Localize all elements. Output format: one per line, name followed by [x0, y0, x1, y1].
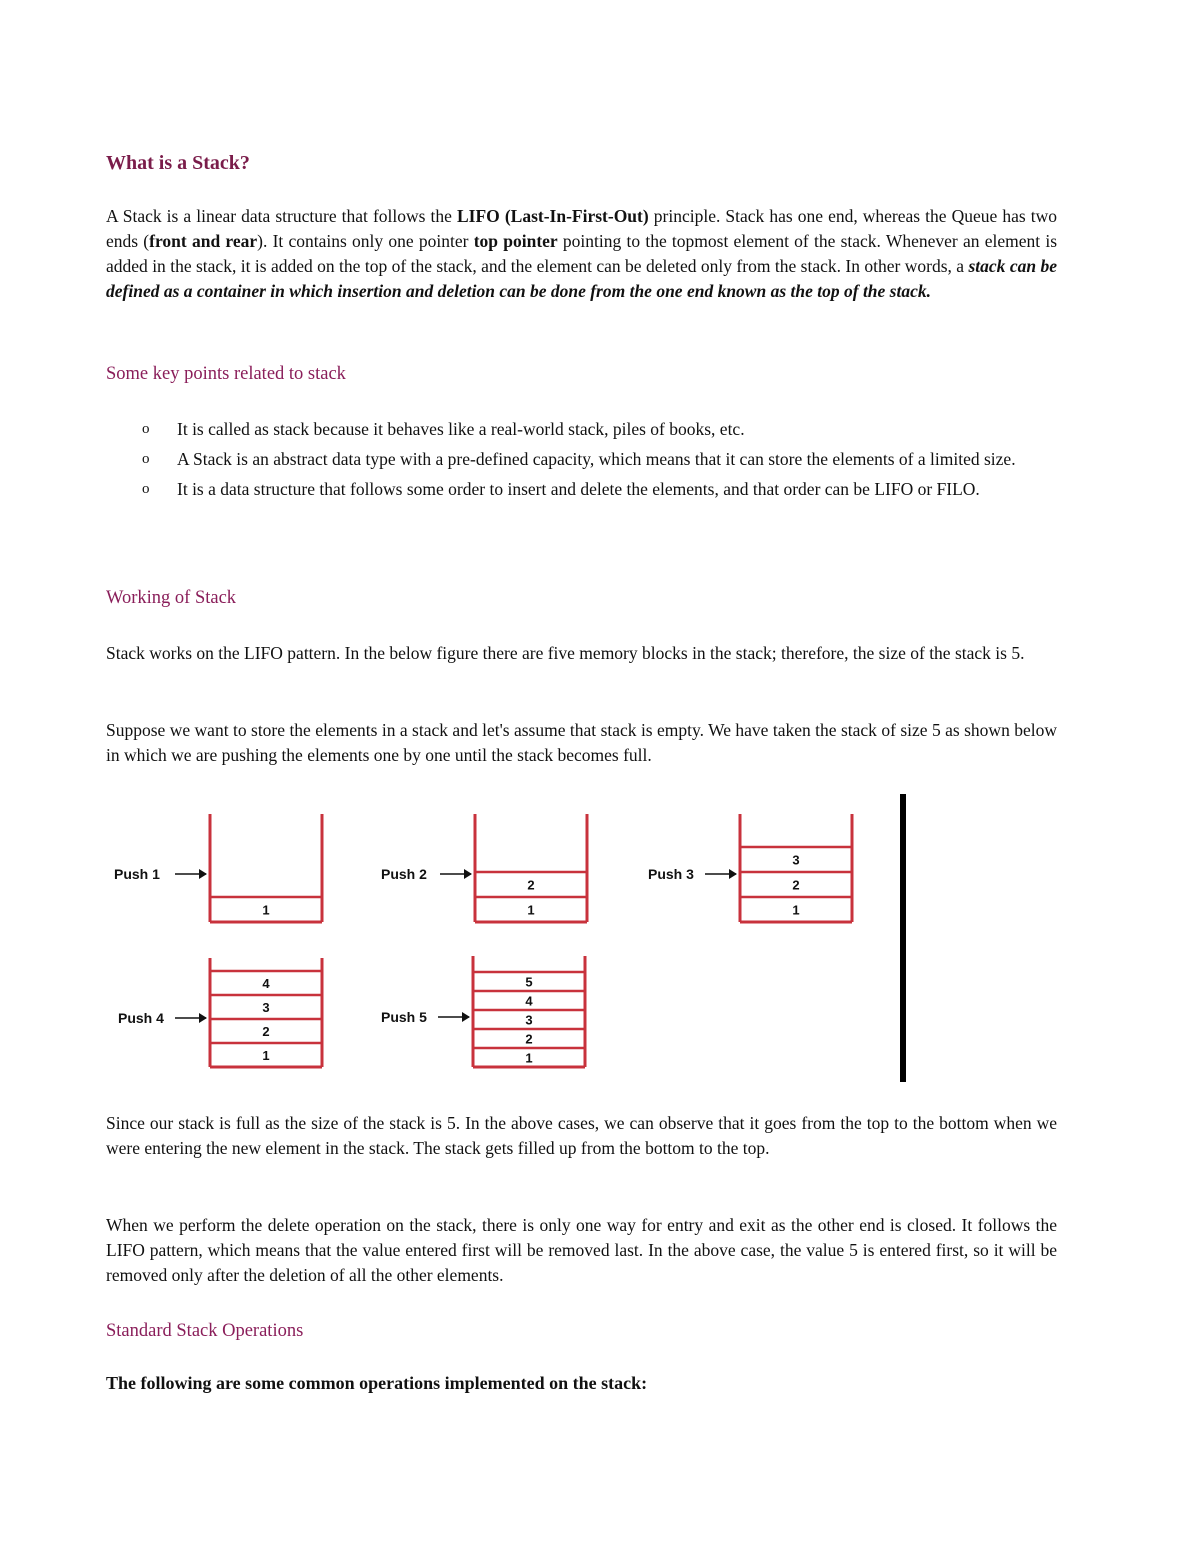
stack-cell-value: 1: [792, 902, 800, 918]
bullet-icon: o: [142, 451, 150, 467]
stack-cell-value: 2: [525, 1031, 533, 1047]
push-arrow-head-icon: [729, 869, 737, 879]
stack-cell-value: 1: [262, 1048, 270, 1063]
intro-text-1: A Stack is a linear data structure that follows the: [106, 206, 457, 226]
stack-cell-value: 3: [525, 1012, 533, 1028]
stack-push-figure: [100, 790, 920, 1090]
push-label: Push 2: [381, 866, 427, 882]
push-arrow-head-icon: [199, 1013, 207, 1023]
list-item: [106, 446, 1057, 473]
push-label: Push 1: [114, 866, 160, 882]
intro-text-4: pointing to the topmost element of the stack. Whenever an element is added in the stack, it is added on the top of the stack, and the element can be deleted only from the stack. In other words, a: [106, 231, 1058, 276]
push-arrow-head-icon: [199, 869, 207, 879]
key-points-heading: Some key points related to stack: [106, 364, 346, 384]
stack-cell-value: 4: [525, 993, 533, 1009]
after-paragraph-2: When we perform the delete operation on the stack, there is only one way for entry and exit as the other end is closed. It follows the LIFO pattern, which means that the value entered first will be removed last. In the above case, the value 5 is entered first, so it will be removed only after the deletion of all the other elements.: [106, 1215, 1057, 1285]
after-paragraph-1: Since our stack is full as the size of the stack is 5. In the above cases, we can observe that it goes from the top to the bottom when we were entering the new element in the stack. The stack gets filled up from the bottom to the top.: [106, 1113, 1057, 1158]
list-item: [106, 416, 1057, 443]
stack-cell-value: 1: [262, 902, 270, 918]
page-title: What is a Stack?: [106, 152, 250, 174]
push-arrow-head-icon: [462, 1012, 470, 1022]
stack-cell-value: 3: [792, 852, 800, 868]
stack-cell-value: 1: [525, 1050, 533, 1066]
list-item: [106, 476, 1057, 503]
push-arrow-head-icon: [464, 869, 472, 879]
list-item-text: It is called as stack because it behaves like a real-world stack, piles of books, etc.: [177, 419, 745, 439]
stack-cell-value: 2: [262, 1024, 270, 1039]
list-item-text: It is a data structure that follows some order to insert and delete the elements, and that order can be LIFO or FILO.: [177, 479, 980, 499]
intro-text-3: ). It contains only one pointer: [257, 231, 474, 251]
push-label: Push 4: [118, 1010, 164, 1026]
stack-cell-value: 1: [527, 902, 535, 918]
push-label: Push 5: [381, 1009, 427, 1025]
stack-cell-value: 2: [527, 877, 535, 893]
intro-bold-top-pointer: top pointer: [473, 231, 558, 251]
list-item-text: A Stack is an abstract data type with a pre-defined capacity, which means that it can store the elements of a limited size.: [177, 449, 1016, 469]
figure-divider-bar: [900, 794, 906, 1082]
key-points-list: [106, 416, 1057, 506]
intro-bold-lifo: LIFO (Last-In-First-Out): [456, 206, 649, 226]
bullet-icon: o: [142, 421, 150, 437]
bullet-icon: o: [142, 481, 150, 497]
working-paragraph-1: Stack works on the LIFO pattern. In the below figure there are five memory blocks in the stack; therefore, the size of the stack is 5.: [106, 643, 1025, 663]
intro-text-2: principle. Stack has one end, whereas the Queue has two ends (: [106, 206, 1057, 251]
operations-heading: Standard Stack Operations: [106, 1321, 304, 1341]
stack-cell-value: 2: [792, 877, 800, 893]
operations-intro: The following are some common operations implemented on the stack:: [106, 1373, 648, 1393]
intro-bold-front-rear: front and rear: [149, 231, 258, 251]
working-heading: Working of Stack: [106, 588, 237, 608]
stack-cell-value: 5: [525, 974, 533, 990]
stack-cell-value: 4: [262, 976, 270, 991]
working-paragraph-2: Suppose we want to store the elements in a stack and let's assume that stack is empty. We have taken the stack of size 5 as shown below in which we are pushing the elements one by one until the stack becomes full.: [106, 720, 1057, 765]
push-label: Push 3: [648, 866, 694, 882]
intro-paragraph: [106, 204, 1057, 304]
intro-bold-italic-definition: stack can be defined as a container in which insertion and deletion can be done from the one end known as the top of the stack.: [106, 256, 1057, 301]
stack-cell-value: 3: [262, 1000, 270, 1015]
